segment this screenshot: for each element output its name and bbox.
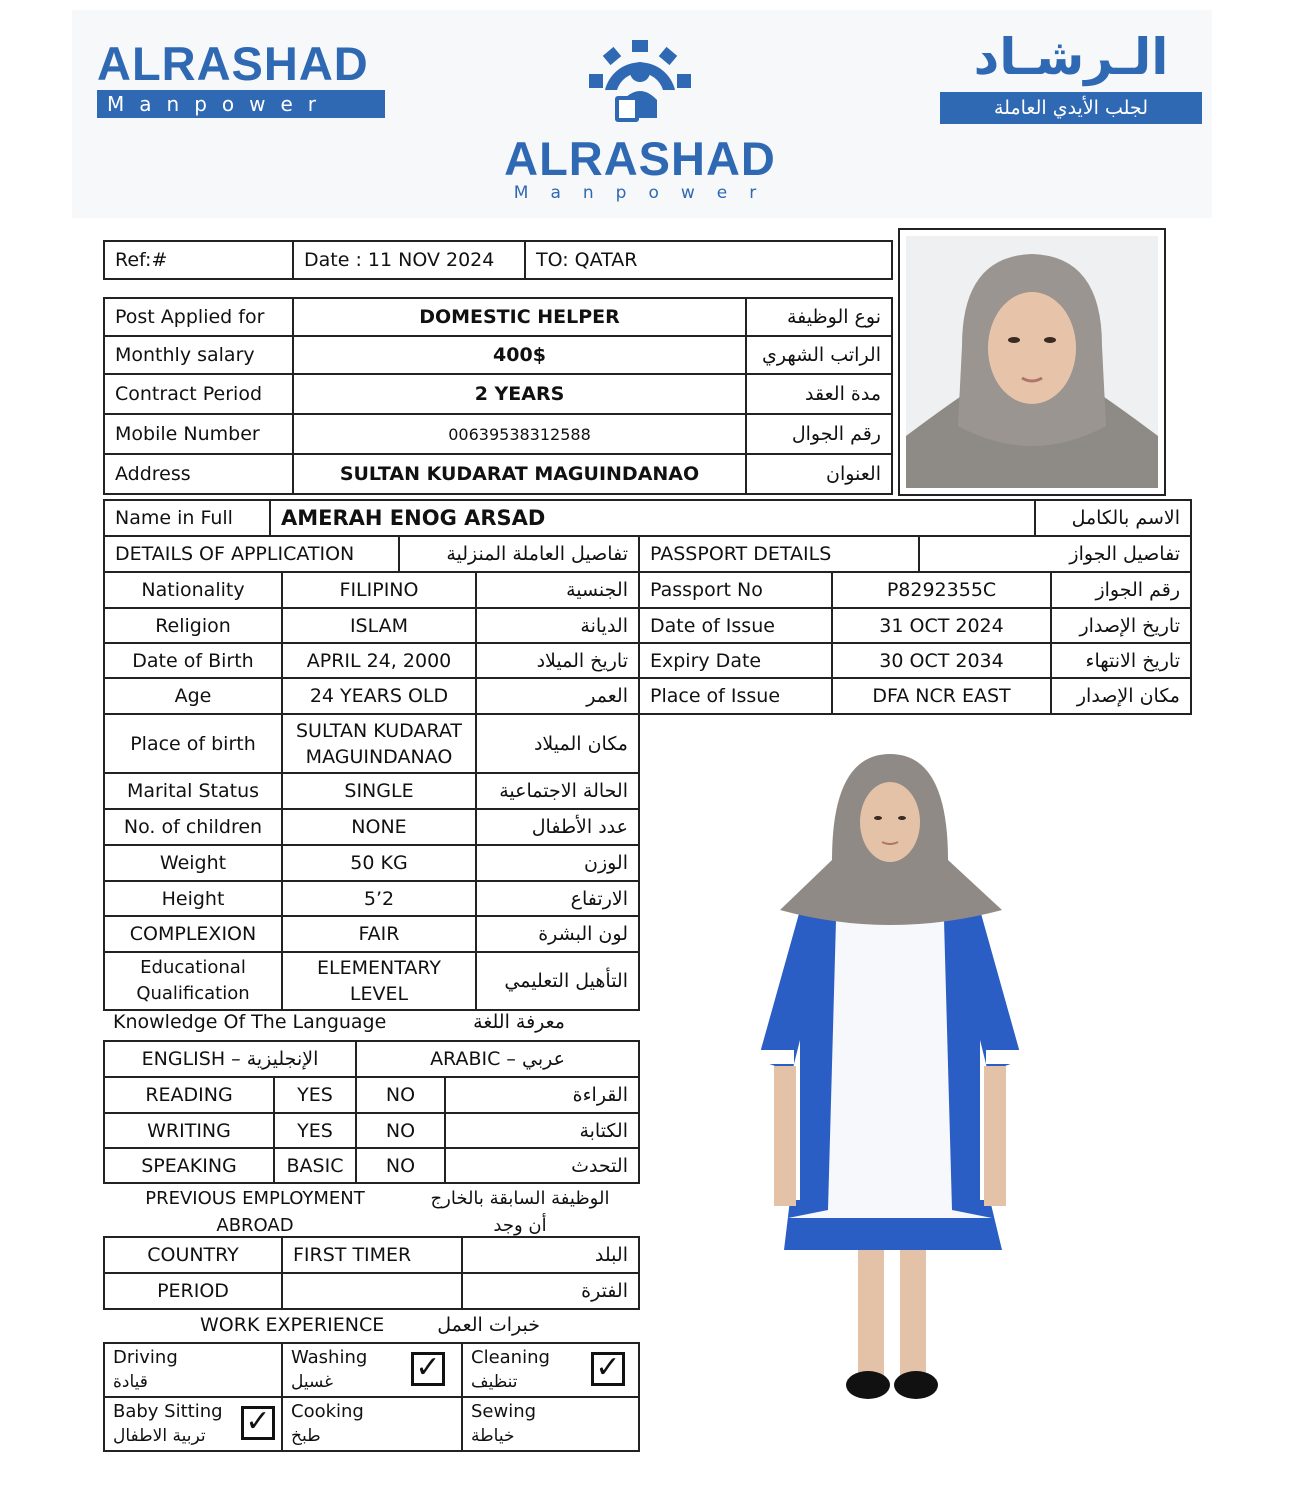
row-label: COMPLEXION xyxy=(104,916,282,952)
passport-title: PASSPORT DETAILS xyxy=(639,536,919,572)
row-label-arabic: الفترة xyxy=(462,1273,639,1309)
row-value: DOMESTIC HELPER xyxy=(293,298,746,336)
table-row xyxy=(104,845,639,881)
row-value: ISLAM xyxy=(282,608,476,643)
table-row xyxy=(104,1397,639,1451)
table-row xyxy=(104,1148,639,1183)
row-value: 31 OCT 2024 xyxy=(832,608,1051,643)
arabic-header: ARABIC – عربي xyxy=(356,1041,639,1077)
row-value: SINGLE xyxy=(282,773,476,809)
row-label-arabic: الجنسية xyxy=(476,572,639,608)
row-label: PERIOD xyxy=(104,1273,282,1309)
row-label: Contract Period xyxy=(104,374,293,414)
work-experience-table xyxy=(103,1342,640,1452)
row-label-arabic: الحالة الاجتماعية xyxy=(476,773,639,809)
job-table xyxy=(103,297,893,495)
row-value: P8292355C xyxy=(832,572,1051,608)
english-level: YES xyxy=(274,1077,356,1113)
row-label: Mobile Number xyxy=(104,414,293,454)
skill-label-arabic: تربية الاطفال xyxy=(113,1426,206,1446)
brand-name-center: ALRASHAD xyxy=(504,132,776,185)
row-value: 5’2 xyxy=(282,881,476,916)
gear-person-icon xyxy=(585,38,695,130)
skill-label-arabic: تنظيف xyxy=(471,1372,518,1392)
row-value: FIRST TIMER xyxy=(282,1237,462,1273)
skill-label-arabic: قيادة xyxy=(113,1372,148,1392)
table-row xyxy=(104,374,892,414)
skill-cell-washing xyxy=(282,1343,462,1397)
row-value: 24 YEARS OLD xyxy=(282,678,476,714)
table-row xyxy=(104,809,639,845)
table-row xyxy=(639,643,1191,678)
row-label: Marital Status xyxy=(104,773,282,809)
arabic-level: NO xyxy=(356,1148,445,1183)
table-row xyxy=(104,572,639,608)
row-value: NONE xyxy=(282,809,476,845)
row-label: No. of children xyxy=(104,809,282,845)
brand-subtitle: Manpower xyxy=(97,90,385,118)
skill-label-arabic: غسيل xyxy=(291,1372,334,1392)
row-label-arabic: عدد الأطفال xyxy=(476,809,639,845)
application-title-arabic: تفاصيل العاملة المنزلية xyxy=(399,536,639,572)
language-title-arabic: معرفة اللغة xyxy=(473,1011,565,1033)
application-title-table xyxy=(103,535,640,573)
table-row xyxy=(104,1077,639,1113)
row-value: DFA NCR EAST xyxy=(832,678,1051,714)
row-label: Expiry Date xyxy=(639,643,832,678)
table-row xyxy=(104,1041,639,1077)
row-value: SULTAN KUDARAT MAGUINDANAO xyxy=(293,454,746,494)
row-label: Religion xyxy=(104,608,282,643)
name-table xyxy=(103,499,1192,537)
name-label: Name in Full xyxy=(104,500,270,536)
skill-cell-baby-sitting xyxy=(104,1397,282,1451)
table-row xyxy=(104,1113,639,1148)
row-value xyxy=(282,1273,462,1309)
row-value: 00639538312588 xyxy=(293,414,746,454)
application-table xyxy=(103,571,640,1011)
employment-title: PREVIOUS EMPLOYMENT ABROAD xyxy=(145,1188,365,1236)
passport-title-table xyxy=(638,535,1192,573)
skill-cell-cooking xyxy=(282,1397,462,1451)
brand-logo-left xyxy=(97,37,387,118)
row-label-arabic: لون البشرة xyxy=(476,916,639,952)
row-label: Date of Issue xyxy=(639,608,832,643)
table-row xyxy=(639,678,1191,714)
skill-label-arabic: الكتابة xyxy=(445,1113,639,1148)
skill-label: Washing xyxy=(291,1347,368,1368)
portrait-photo xyxy=(906,236,1158,488)
table-row xyxy=(104,881,639,916)
row-value: FILIPINO xyxy=(282,572,476,608)
row-label-arabic: العمر xyxy=(476,678,639,714)
table-row xyxy=(104,454,892,494)
language-table xyxy=(103,1040,640,1184)
row-label: Nationality xyxy=(104,572,282,608)
row-label-arabic: الارتفاع xyxy=(476,881,639,916)
skill-label-arabic: خياطة xyxy=(471,1426,515,1446)
ref-table xyxy=(103,240,893,280)
skill-cell-driving xyxy=(104,1343,282,1397)
row-value: APRIL 24, 2000 xyxy=(282,643,476,678)
row-label-arabic: مكان الإصدار xyxy=(1051,678,1191,714)
work-experience-title-arabic: خبرات العمل xyxy=(437,1314,540,1336)
row-label-arabic: البلد xyxy=(462,1237,639,1273)
language-title: Knowledge Of The Language xyxy=(113,1011,387,1033)
row-label-arabic: الراتب الشهري xyxy=(746,336,892,374)
brand-name: ALRASHAD xyxy=(97,37,369,90)
table-row xyxy=(104,1237,639,1273)
name-label-arabic: الاسم بالكامل xyxy=(1035,500,1191,536)
skill-label-arabic: القراءة xyxy=(445,1077,639,1113)
row-label-arabic: مدة العقد xyxy=(746,374,892,414)
destination-field: TO: QATAR xyxy=(525,241,892,279)
employment-table xyxy=(103,1236,640,1310)
row-label: Height xyxy=(104,881,282,916)
row-label-arabic: رقم الجواز xyxy=(1051,572,1191,608)
washing-checkbox[interactable]: ✓ xyxy=(411,1352,445,1386)
english-level: YES xyxy=(274,1113,356,1148)
passport-title-arabic: تفاصيل الجواز xyxy=(919,536,1191,572)
table-row xyxy=(104,952,639,1010)
skill-label: SPEAKING xyxy=(104,1148,274,1183)
row-label-arabic: مكان الميلاد xyxy=(476,714,639,773)
row-label: Place of birth xyxy=(104,714,282,773)
table-row xyxy=(104,608,639,643)
english-level: BASIC xyxy=(274,1148,356,1183)
row-value: 50 KG xyxy=(282,845,476,881)
baby-sitting-checkbox[interactable]: ✓ xyxy=(241,1406,275,1440)
brand-logo-right xyxy=(940,22,1202,124)
brand-subtitle-center: Manpower xyxy=(513,183,779,203)
table-row xyxy=(639,608,1191,643)
row-label-arabic: الديانة xyxy=(476,608,639,643)
row-label: Monthly salary xyxy=(104,336,293,374)
row-label: Passport No xyxy=(639,572,832,608)
table-row xyxy=(104,414,892,454)
table-row xyxy=(639,572,1191,608)
full-body-photo xyxy=(740,740,1040,1420)
table-row xyxy=(104,916,639,952)
row-label: Weight xyxy=(104,845,282,881)
brand-logo-center xyxy=(490,38,790,202)
ref-field: Ref:# xyxy=(104,241,293,279)
skill-cell-sewing xyxy=(462,1397,639,1451)
row-value: FAIR xyxy=(282,916,476,952)
row-value: 400$ xyxy=(293,336,746,374)
row-label-arabic: تاريخ الإصدار xyxy=(1051,608,1191,643)
skill-label: Cleaning xyxy=(471,1347,550,1368)
table-row xyxy=(104,298,892,336)
application-title: DETAILS OF APPLICATION xyxy=(104,536,399,572)
table-row xyxy=(104,714,639,773)
skill-label: WRITING xyxy=(104,1113,274,1148)
brand-name-arabic: الـرشـاد xyxy=(973,28,1169,86)
row-value: 2 YEARS xyxy=(293,374,746,414)
skill-cell-cleaning xyxy=(462,1343,639,1397)
row-value: ELEMENTARY LEVEL xyxy=(282,952,476,1010)
english-header: ENGLISH – الإنجليزية xyxy=(104,1041,356,1077)
full-name-value: AMERAH ENOG ARSAD xyxy=(270,500,1035,536)
table-row xyxy=(104,1273,639,1309)
row-label: COUNTRY xyxy=(104,1237,282,1273)
skill-label: READING xyxy=(104,1077,274,1113)
table-row xyxy=(104,1343,639,1397)
row-label: Educational Qualification xyxy=(104,952,282,1010)
row-label: Date of Birth xyxy=(104,643,282,678)
table-row xyxy=(104,773,639,809)
row-label-arabic: الوزن xyxy=(476,845,639,881)
skill-label: Driving xyxy=(113,1347,178,1368)
row-value: 30 OCT 2034 xyxy=(832,643,1051,678)
table-row xyxy=(104,678,639,714)
skill-label-arabic: التحدث xyxy=(445,1148,639,1183)
row-label: Address xyxy=(104,454,293,494)
brand-subtitle-arabic: لجلب الأيدي العاملة xyxy=(940,92,1202,124)
row-label: Age xyxy=(104,678,282,714)
row-value: SULTAN KUDARAT MAGUINDANAO xyxy=(282,714,476,773)
row-label-arabic: رقم الجوال xyxy=(746,414,892,454)
cleaning-checkbox[interactable]: ✓ xyxy=(591,1352,625,1386)
skill-label: Baby Sitting xyxy=(113,1401,223,1422)
row-label-arabic: نوع الوظيفة xyxy=(746,298,892,336)
table-row xyxy=(104,336,892,374)
arabic-level: NO xyxy=(356,1113,445,1148)
passport-table xyxy=(638,571,1192,715)
date-field: Date : 11 NOV 2024 xyxy=(293,241,525,279)
row-label-arabic: تاريخ الانتهاء xyxy=(1051,643,1191,678)
employment-title-arabic: الوظيفة السابقة بالخارج أن وجد xyxy=(430,1188,610,1236)
table-row xyxy=(104,643,639,678)
row-label-arabic: تاريخ الميلاد xyxy=(476,643,639,678)
arabic-level: NO xyxy=(356,1077,445,1113)
row-label-arabic: التأهيل التعليمي xyxy=(476,952,639,1010)
skill-label-arabic: طبخ xyxy=(291,1426,321,1446)
row-label-arabic: العنوان xyxy=(746,454,892,494)
work-experience-title: WORK EXPERIENCE xyxy=(200,1314,385,1336)
row-label: Place of Issue xyxy=(639,678,832,714)
skill-label: Sewing xyxy=(471,1401,537,1422)
row-label: Post Applied for xyxy=(104,298,293,336)
skill-label: Cooking xyxy=(291,1401,364,1422)
